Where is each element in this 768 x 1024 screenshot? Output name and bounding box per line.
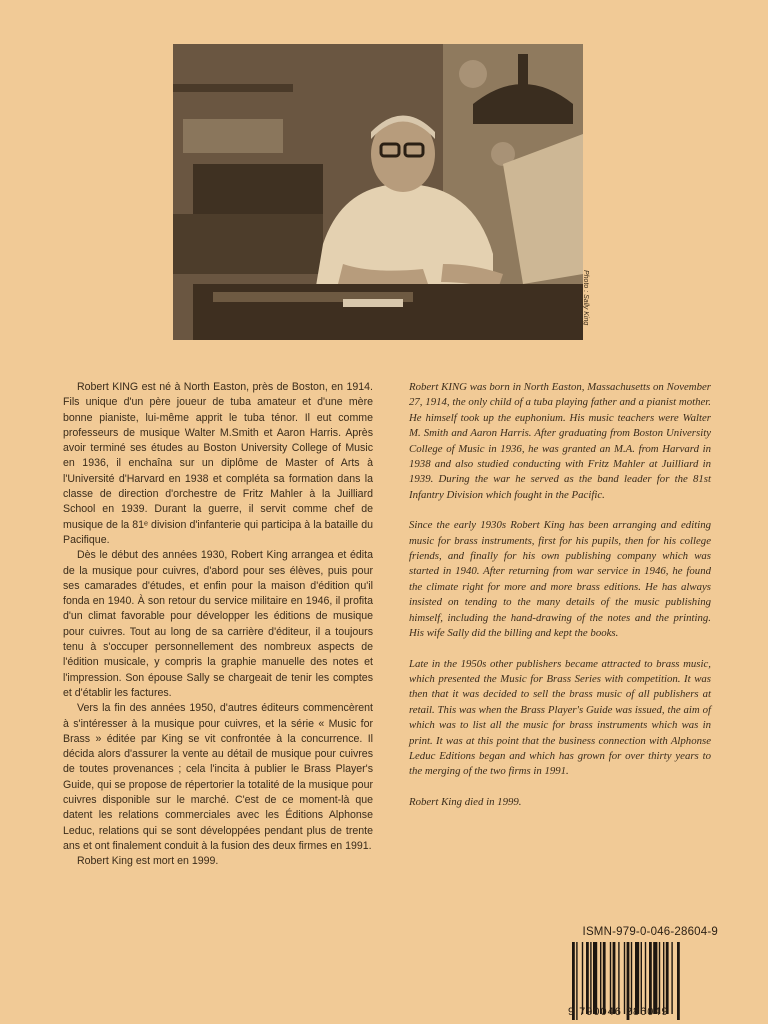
barcode-bar: [663, 942, 664, 1014]
barcode-bar: [586, 942, 589, 1014]
barcode-bar: [613, 942, 616, 1014]
barcode-bar: [593, 942, 597, 1014]
ismn-label: ISMN-979-0-046-28604-9: [582, 926, 718, 938]
french-paragraph: Vers la fin des années 1950, d'autres éditeurs commencèrent à s'intéresser à la musique pour cuivres, et la série « Music for Brass » éditée par King se vit confrontée à la concurrence. Il décida alors d'assurer la vente au détail de musique pour cuivres de toutes provenances ; cela l'incita à publier le Brass Player's Guide, qui se propose de répertorier la totalité de la musique pour cuivres disponible sur le marché. C'est de ce moment-là que datent les relations commerciales avec les Éditions Alphonse Leduc, relations qui se sont développées pendant plus de trente ans et ont finalement conduit à la fusion des deux firmes en 1991.: [63, 702, 373, 852]
portrait-photo: [173, 44, 583, 340]
english-paragraph: Robert King died in 1999.: [409, 795, 522, 808]
portrait-photo-illustration: [173, 44, 583, 340]
english-paragraph: Since the early 1930s Robert King has been arranging and editing music for brass instruments, first for his pupils, then for his college friends, and finally for his own publishing company which was started in 1940. After returning from war service in 1946, he found the climate right for more and more brass editions. He has always insisted on tending to the many details of the music publishing himself, including the hand-drawing of the notes and the printing. His wife Sally did the billing and kept the books.: [409, 519, 711, 640]
french-paragraph: Robert King est mort en 1999.: [77, 855, 219, 868]
barcode-bar: [590, 942, 591, 1014]
french-paragraph: Dès le début des années 1930, Robert King arrangea et édita de la musique pour cuivres, d'abord pour ses élèves, puis pour ses camarades d'études, et enfin pour la maison d'édition qu'il fonda en 1940. À son retour du service militaire en 1946, il profita d'un climat favorable pour développer les éditions de musique pour cuivres. Tout au long de sa carrière d'éditeur, il a toujours tenu à s'occuper personnellement des nombreux aspects de l'édition musicale, y compris la graphie manuelle des notes et l'impression. Son épouse Sally se chargeait de tenir les comptes et d'établir les factures.: [63, 549, 373, 699]
photo-credit: Photo : Sally King: [582, 270, 589, 326]
barcode-bar: [603, 942, 606, 1014]
barcode-bar: [666, 942, 669, 1014]
barcode-bar: [645, 942, 646, 1014]
barcode-block: [568, 926, 718, 1020]
barcode-bar: [659, 942, 660, 1014]
barcode-bar: [610, 942, 611, 1014]
barcode-bar: [631, 942, 632, 1014]
french-paragraph: Robert KING est né à North Easton, près de Boston, en 1914. Fils unique d'un père joueur de tuba amateur et d'une mère bonne pianiste, lui-même apprit le tuba ténor. Il eut comme professeurs de musique Walter M.Smith et Aaron Harris. Après avoir terminé ses études au Boston University College of Music en 1936, il enchaîna sur un diplôme de Master of Arts à l'Université d'Harvard en 1938 et compléta sa formation dans la classe de direction d'orchestre de Fritz Mahler à la Juilliard School en 1939. Durant la guerre, il servit comme chef de musique de la 81ᵉ division d'infanterie qui participa à la bataille du Pacifique.: [63, 381, 373, 546]
barcode-bar: [582, 942, 583, 1014]
english-paragraph: Late in the 1950s other publishers became attracted to brass music, which presented the Music for Brass Series with competition. It was then that it was decided to sell the brass music of all publishers at retail. This was when the Brass Player's Guide was issued, the aim of which was to list all the music for brass instruments which was in print. It was at this point that the business connection with Alphonse Leduc Editions began and which has grown for over thirty years to the merging of the two firms in 1991.: [409, 657, 711, 778]
english-biography: [409, 380, 711, 810]
barcode-bar: [635, 942, 639, 1014]
english-paragraph: Robert KING was born in North Easton, Massachusetts on November 27, 1914, the only child of a tuba playing father and a pianist mother. He himself took up the euphonium. His music teachers were Walter M. Smith and Aaron Harris. After graduating from Boston University College of Music in 1936, he was granted an M.A. from Harvard in 1938 and also studied conducting with Fritz Mahler at Juilliard in 1939. During the war he served as the band leader for the 81st Infantry Division which fought in the Pacific.: [409, 381, 711, 501]
barcode-bar: [653, 942, 657, 1014]
barcode-bar: [671, 942, 672, 1014]
barcode-bar: [624, 942, 625, 1014]
barcode-bar: [641, 942, 642, 1014]
barcode-bar: [600, 942, 601, 1014]
barcode-digits: 9 790046 286049: [568, 1006, 669, 1018]
barcode-bar: [649, 942, 652, 1014]
french-biography: [63, 380, 373, 870]
barcode-bar: [618, 942, 619, 1014]
